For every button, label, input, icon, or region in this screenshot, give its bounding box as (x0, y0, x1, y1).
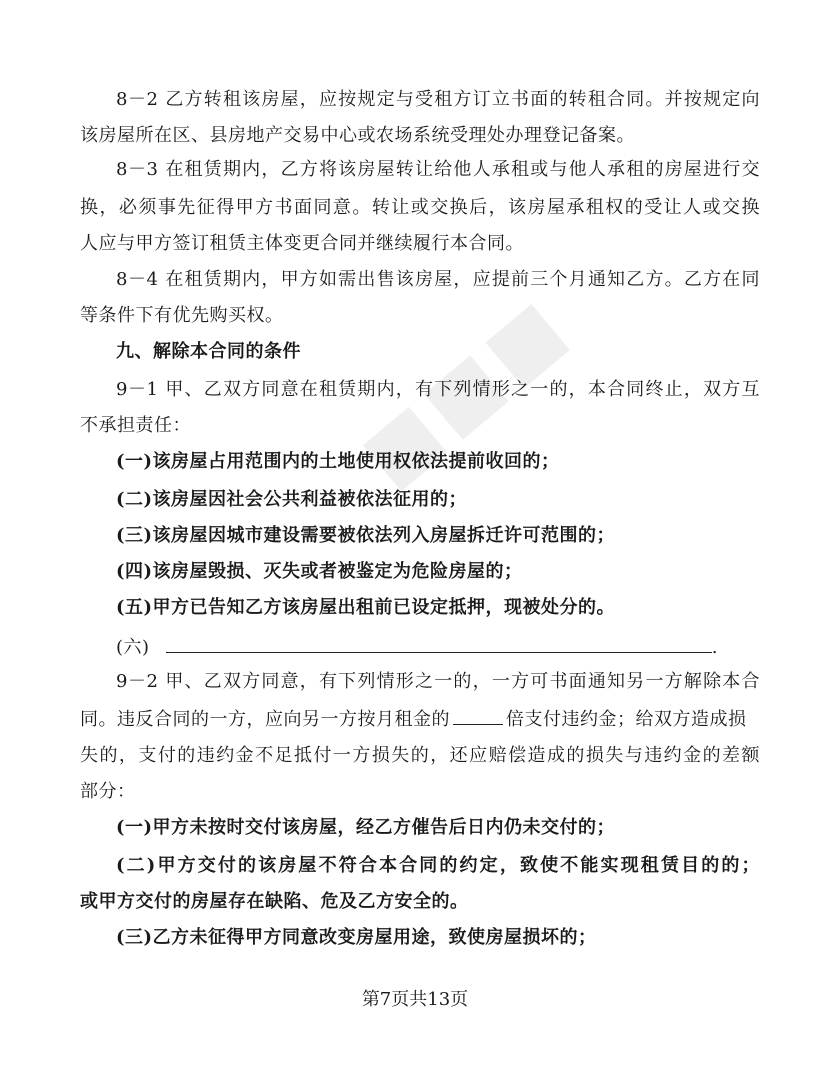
clause-8-2-line-1: 8－2 乙方转租该房屋，应按规定与受租方订立书面的转租合同。并按规定向 (116, 89, 760, 110)
clause-9-2-line-2b: 倍支付违约金；给双方造成损 (506, 709, 747, 730)
item-9-1-1: (一)该房屋占用范围内的土地使用权依法提前收回的； (116, 451, 560, 472)
item-9-2-2-line-2: 或甲方交付的房屋存在缺陷、危及乙方安全的。 (80, 891, 469, 912)
item-9-1-3: (三)该房屋因城市建设需要被依法列入房屋拆迁许可范围的； (116, 525, 616, 546)
item-9-1-5: (五)甲方已告知乙方该房屋出租前已设定抵押，现被处分的。 (116, 597, 616, 618)
clause-8-4-line-2: 等条件下有优先购买权。 (80, 305, 284, 326)
clause-9-2-line-4: 部分： (80, 781, 136, 802)
item-9-1-6-blank (166, 634, 712, 653)
item-9-2-1: (一)甲方未按时交付该房屋，经乙方催告后日内仍未交付的； (116, 817, 616, 838)
clause-8-3-line-3: 人应与甲方签订租赁主体变更合同并继续履行本合同。 (80, 233, 524, 254)
clause-9-2-line-2a: 同。违反合同的一方，应向另一方按月租金的 (80, 709, 450, 730)
penalty-multiplier-blank (453, 706, 503, 725)
item-9-1-6 (116, 634, 760, 660)
page-indicator: 第7页共13页 (361, 989, 469, 1010)
item-9-2-3: (三)乙方未征得甲方同意改变房屋用途，致使房屋损坏的； (116, 927, 597, 948)
section-9-heading: 九、解除本合同的条件 (116, 341, 301, 362)
item-9-2-2-line-1: (二)甲方交付的该房屋不符合本合同的约定，致使不能实现租赁目的的； (116, 855, 760, 876)
clause-9-2-line-3: 失的，支付的违约金不足抵付一方损失的，还应赔偿造成的损失与违约金的差额 (80, 745, 760, 766)
item-9-1-2: (二)该房屋因社会公共利益被依法征用的； (116, 489, 468, 510)
clause-9-1-line-2: 不承担责任： (80, 415, 191, 436)
clause-9-2-line-2 (80, 706, 760, 732)
clause-8-3-line-1: 8－3 在租赁期内，乙方将该房屋转让给他人承租或与他人承租的房屋进行交 (116, 159, 760, 180)
clause-8-2-line-2: 该房屋所在区、县房地产交易中心或农场系统受理处办理登记备案。 (80, 125, 635, 146)
clause-9-1-line-1: 9－1 甲、乙双方同意在租赁期内，有下列情形之一的，本合同终止，双方互 (116, 379, 760, 400)
item-9-1-6-label: (六) (116, 637, 150, 658)
clause-8-3-line-2: 换，必须事先征得甲方书面同意。转让或交换后，该房屋承租权的受让人或交换 (80, 197, 760, 218)
item-9-1-4: (四)该房屋毁损、灭失或者被鉴定为危险房屋的； (116, 561, 523, 582)
item-9-1-6-end: . (711, 637, 719, 658)
clause-8-4-line-1: 8－4 在租赁期内，甲方如需出售该房屋，应提前三个月通知乙方。乙方在同 (116, 269, 760, 290)
clause-9-2-line-1: 9－2 甲、乙双方同意，有下列情形之一的，一方可书面通知另一方解除本合 (116, 671, 760, 692)
